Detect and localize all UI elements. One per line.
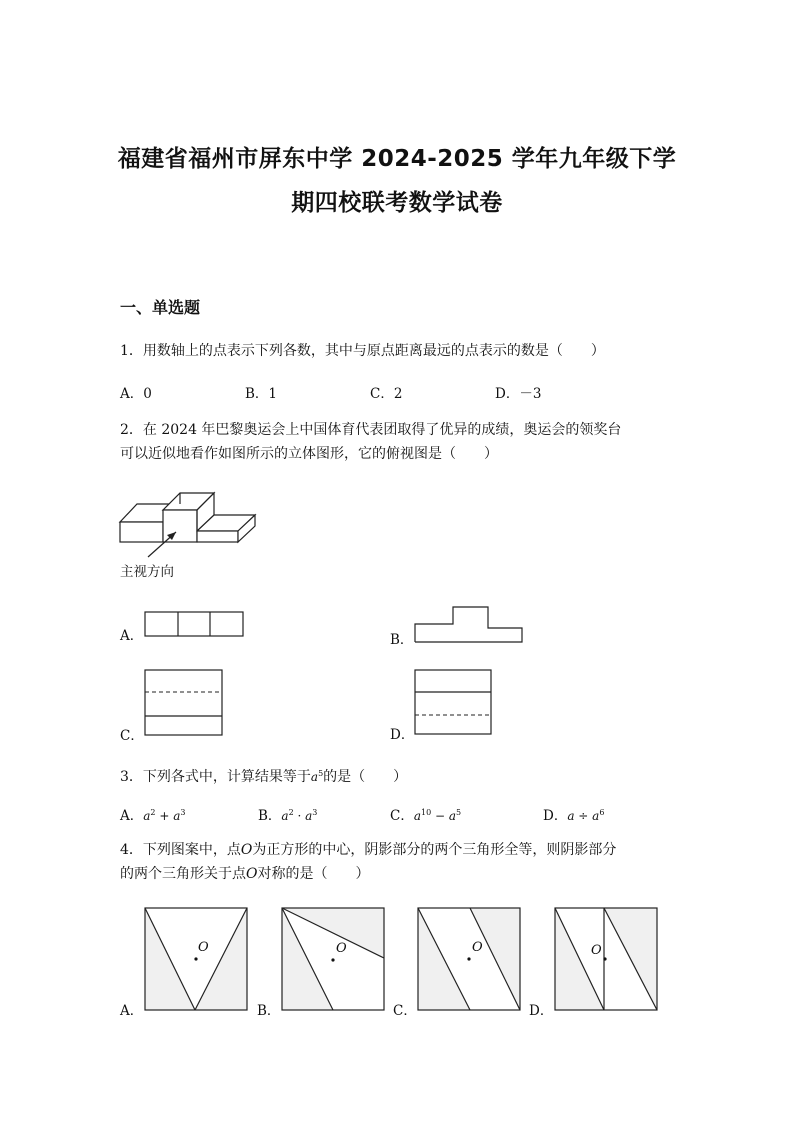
q3-d-base2: a	[592, 809, 600, 823]
q4-b-point-label: O	[336, 941, 347, 956]
q3-b-op: ·	[293, 809, 306, 823]
q4-figure-d	[555, 908, 657, 1010]
q1-option-d[interactable]: D．－3	[495, 386, 542, 402]
q3-c-base1: a	[413, 809, 421, 823]
q4-line1-pre: 4．下列图案中，点	[120, 842, 241, 858]
section-heading: 一、单选题	[120, 298, 201, 317]
page-title-line1: 福建省福州市屏东中学 2024-2025 学年九年级下学	[117, 146, 677, 172]
q4-option-b-label[interactable]: B．	[257, 1003, 281, 1019]
question-2-stem-line1: 2．在 2024 年巴黎奥运会上中国体育代表团取得了优异的成绩，奥运会的领奖台	[120, 422, 622, 438]
q3-stem-pre: 3．下列各式中，计算结果等于	[120, 769, 311, 785]
q3-option-d-label: D．	[543, 808, 568, 824]
view-direction-label: 主视方向	[120, 564, 174, 580]
q3-stem-post: 的是（ ）	[323, 769, 408, 785]
q3-option-c-label: C．	[390, 808, 414, 824]
q4-line2-post: 对称的是（ ）	[257, 866, 370, 882]
q3-a-base2: a	[173, 809, 181, 823]
q4-figure-c	[418, 908, 520, 1010]
q3-c-op: −	[431, 809, 449, 823]
q3-b-base2: a	[305, 809, 313, 823]
q3-option-a-label: A．	[120, 808, 144, 824]
q3-b-exp2: 3	[312, 808, 318, 817]
q4-option-c-label[interactable]: C．	[393, 1003, 417, 1019]
q3-c-exp2: 5	[456, 808, 462, 817]
q4-line2-pre: 的两个三角形关于点	[120, 866, 246, 882]
q3-a-exp2: 3	[180, 808, 186, 817]
q4-c-point-label: O	[472, 940, 483, 955]
q4-figure-a	[145, 908, 247, 1010]
q2-option-a-label[interactable]: A．	[120, 628, 144, 644]
q3-stem-base: a	[310, 770, 319, 784]
q4-point-1: O	[240, 842, 253, 858]
q4-figure-b	[282, 908, 384, 1010]
q2-option-b-label[interactable]: B．	[390, 632, 414, 648]
q3-d-op: ÷	[574, 809, 593, 823]
question-1-stem: 1．用数轴上的点表示下列各数，其中与原点距离最远的点表示的数是（ ）	[120, 343, 605, 359]
q2-option-d-label[interactable]: D．	[390, 727, 415, 743]
q2-option-c-label[interactable]: C．	[120, 728, 144, 744]
q1-option-c[interactable]: C．2	[370, 386, 403, 402]
q4-line1-post: 为正方形的中心，阴影部分的两个三角形全等，则阴影部分	[252, 842, 617, 858]
q4-d-point-label: O	[591, 943, 602, 958]
q3-d-exp2: 6	[599, 808, 605, 817]
q3-b-exp1: 2	[288, 808, 294, 817]
q3-a-exp1: 2	[150, 808, 156, 817]
q3-d-base1: a	[567, 809, 575, 823]
q3-c-base2: a	[448, 809, 457, 823]
q3-stem-exp: 5	[318, 769, 324, 778]
q3-b-base1: a	[281, 809, 289, 823]
q3-a-base1: a	[143, 809, 151, 823]
q3-a-op: +	[155, 809, 174, 823]
q1-option-a[interactable]: A．0	[120, 386, 152, 402]
q3-c-exp1: 10	[421, 808, 432, 817]
q4-option-a-label[interactable]: A．	[120, 1003, 144, 1019]
q4-a-point-label: O	[198, 940, 209, 955]
q3-option-b-label: B．	[258, 808, 282, 824]
page-title-line2: 期四校联考数学试卷	[291, 190, 503, 216]
q4-option-d-label[interactable]: D．	[529, 1003, 554, 1019]
q1-option-b[interactable]: B．1	[245, 386, 278, 402]
question-2-stem-line2: 可以近似地看作如图所示的立体图形，它的俯视图是（ ）	[120, 446, 498, 462]
q4-point-2: O	[246, 866, 258, 882]
